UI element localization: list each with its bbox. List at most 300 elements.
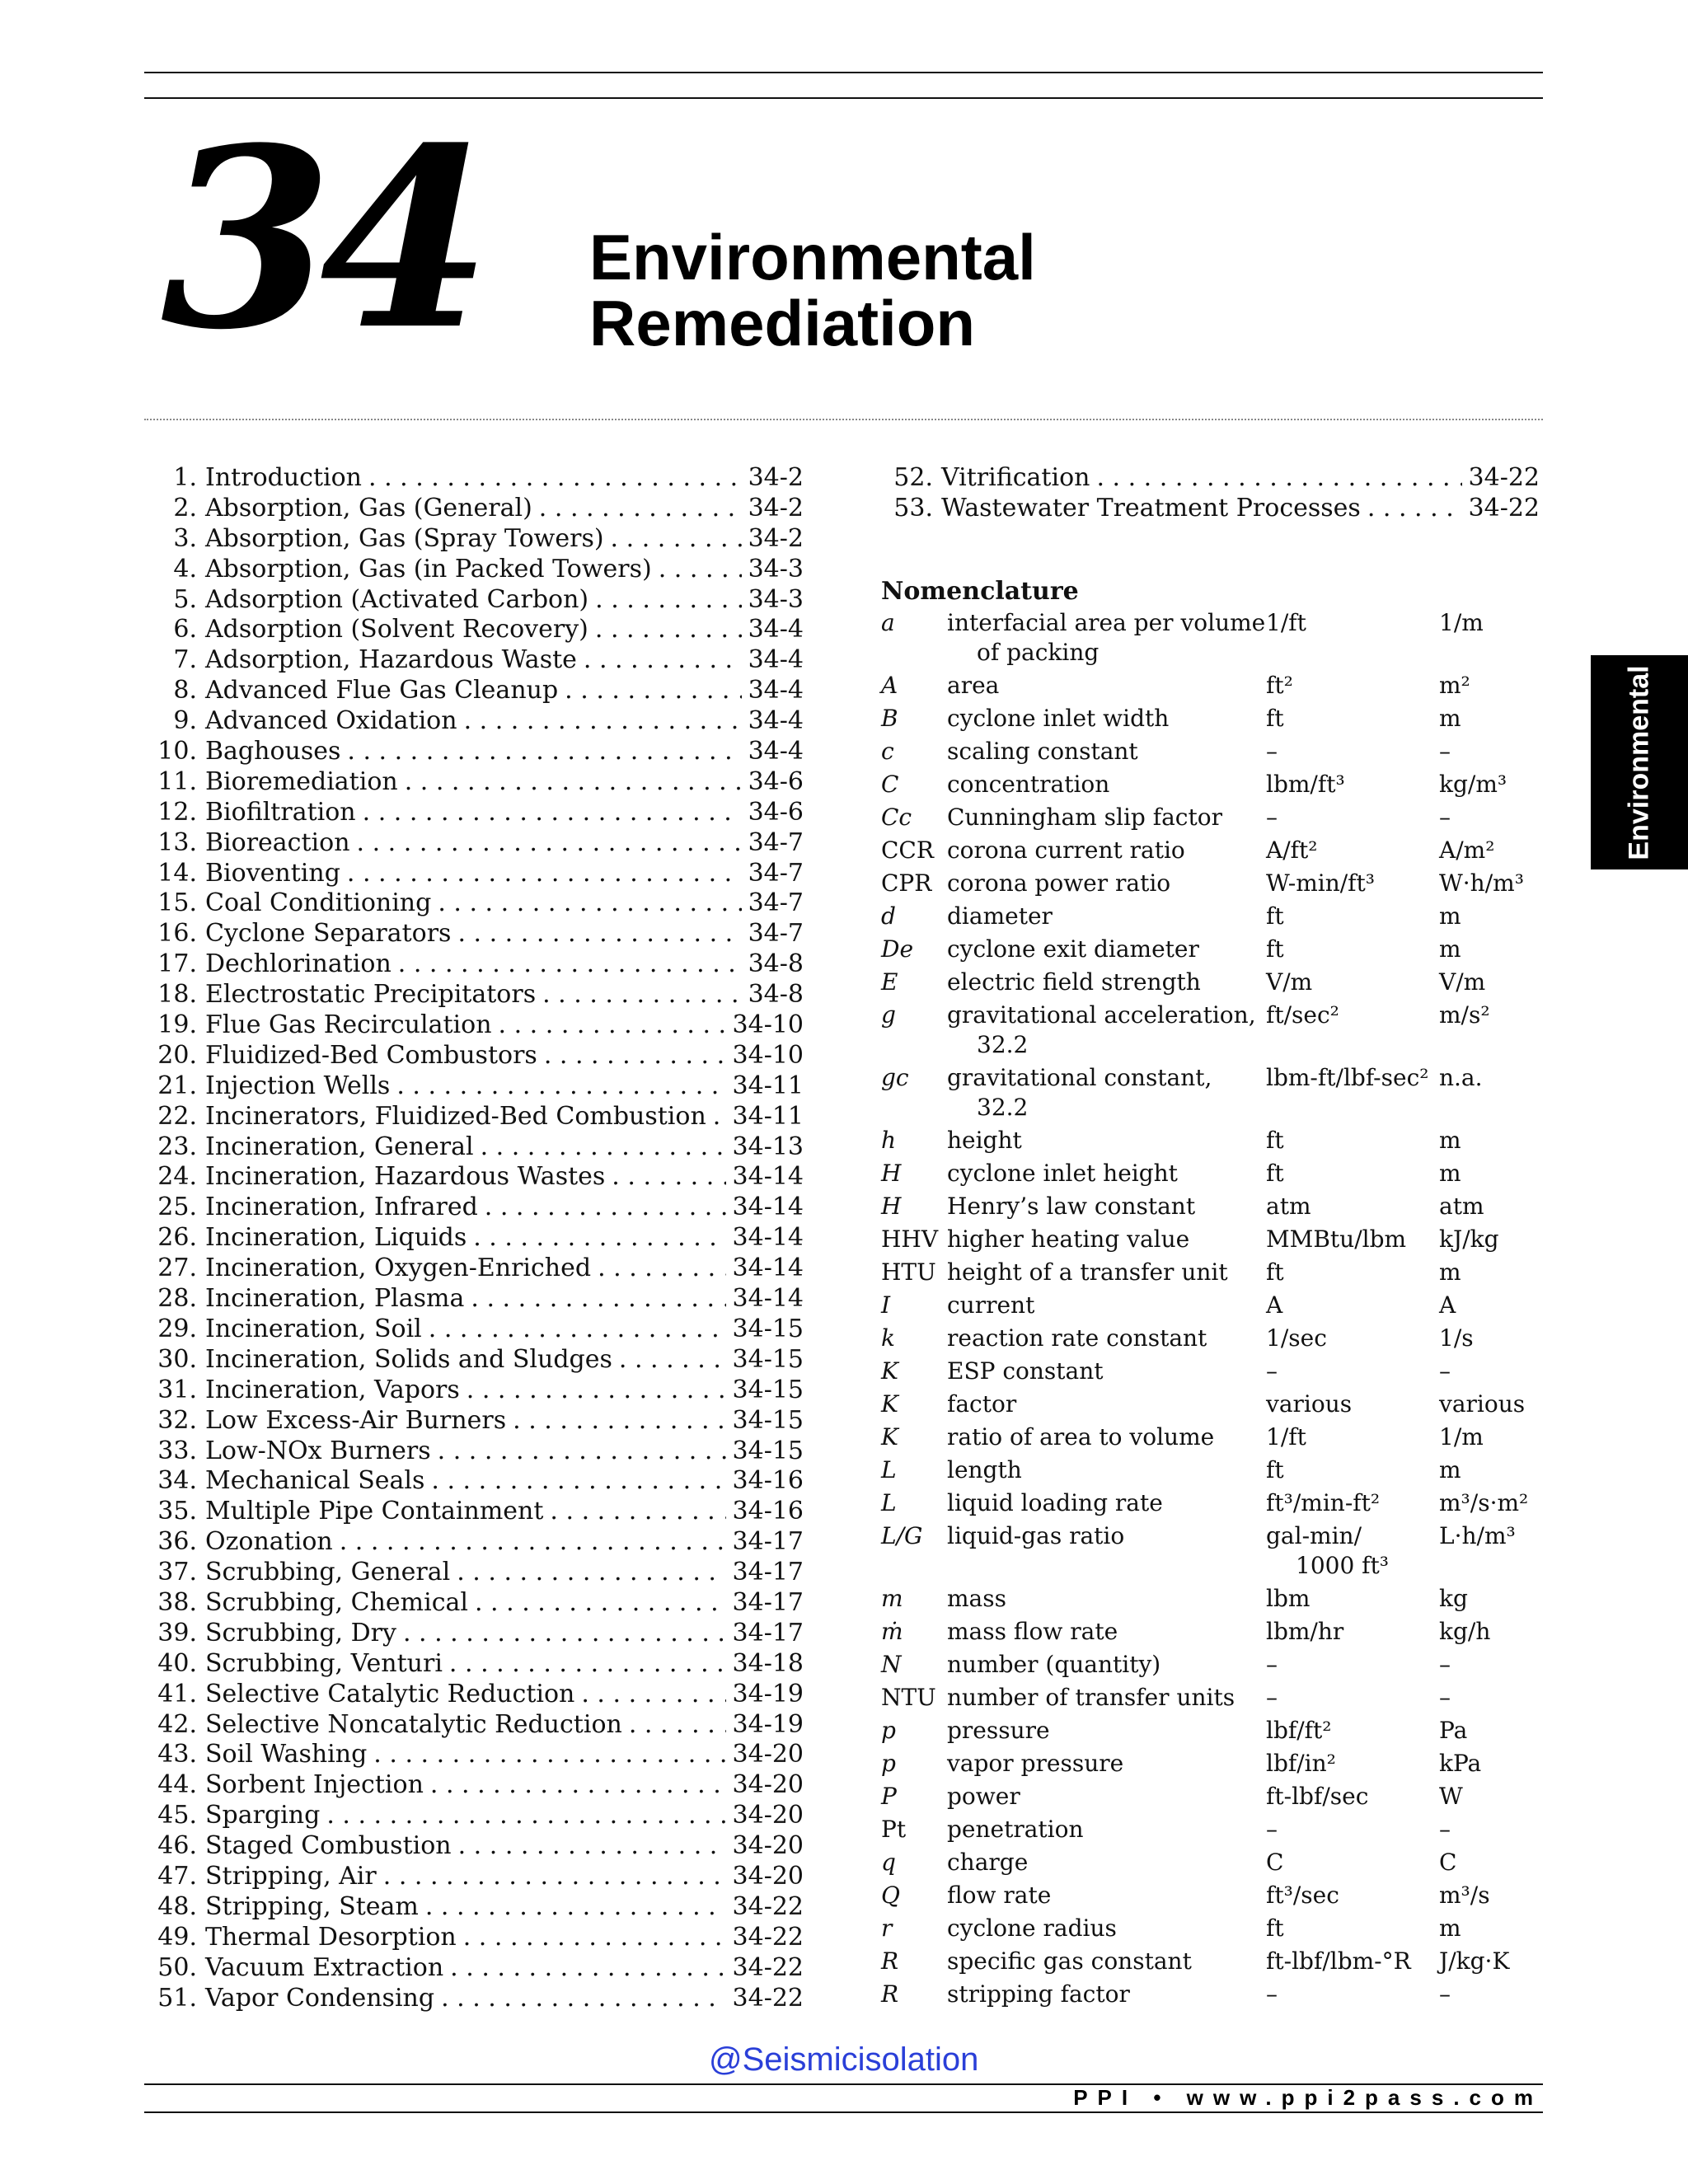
toc-entry	[144, 1558, 804, 1588]
nomenclature-definition	[947, 608, 1266, 668]
nomenclature-us-units	[1266, 1980, 1439, 2009]
nomenclature-us-units-text: ft	[1266, 1160, 1284, 1187]
toc-entry-page: 34-6	[748, 797, 804, 827]
nomenclature-us-units-text: atm	[1266, 1193, 1311, 1220]
nomenclature-definition-text: higher heating value	[947, 1226, 1190, 1253]
toc-entry	[144, 1588, 804, 1619]
nomenclature-row	[881, 1357, 1540, 1390]
toc-entry-number: 5.	[173, 584, 197, 614]
nomenclature-us-units	[1266, 869, 1439, 898]
nomenclature-symbol: d	[881, 902, 896, 930]
nomenclature-us-units	[1266, 1683, 1439, 1713]
toc-entry-title: Advanced Flue Gas Cleanup	[205, 676, 559, 705]
nomenclature-row	[881, 1815, 1540, 1848]
nomenclature-si-units: 1/m	[1439, 609, 1484, 636]
footer-url: PPI • www.ppi2pass.com	[1073, 2085, 1543, 2110]
nomenclature-definition-continued: 32.2	[977, 1094, 1029, 1121]
toc-leader-dots	[550, 1497, 725, 1527]
nomenclature-us-units	[1266, 1947, 1439, 1976]
toc-leader-dots	[464, 706, 742, 737]
toc-leader-dots	[659, 555, 742, 585]
toc-entry-number: 26.	[157, 1223, 197, 1253]
nomenclature-si-units: –	[1439, 1651, 1451, 1678]
nomenclature-symbol: gc	[881, 1064, 909, 1091]
nomenclature-si-units: kJ/kg	[1439, 1226, 1499, 1253]
toc-entry	[144, 1770, 804, 1801]
nomenclature-row	[881, 1848, 1540, 1881]
nomenclature-row	[881, 836, 1540, 869]
nomenclature-us-units	[1266, 1782, 1439, 1811]
nomenclature-heading: Nomenclature	[881, 577, 1079, 606]
nomenclature-symbol: c	[881, 738, 894, 765]
toc-entry-number: 34.	[157, 1466, 197, 1496]
nomenclature-us-units-text: MMBtu/lbm	[1266, 1226, 1407, 1253]
toc-entry-page: 34-10	[732, 1040, 804, 1070]
nomenclature-us-units	[1266, 1584, 1439, 1614]
toc-entry-number: 19.	[157, 1010, 197, 1040]
nomenclature-us-units-text: ft²	[1266, 672, 1293, 699]
toc-entry-number: 24.	[157, 1162, 197, 1192]
nomenclature-us-units	[1266, 1324, 1439, 1353]
toc-entry-page: 34-4	[748, 706, 804, 736]
nomenclature-definition-text: cyclone exit diameter	[947, 935, 1199, 963]
toc-entry-title: Wastewater Treatment Processes	[941, 493, 1361, 523]
nomenclature-symbol: CCR	[881, 837, 934, 864]
toc-entry	[144, 1831, 804, 1862]
nomenclature-si-units: m	[1439, 1456, 1461, 1483]
toc-entry	[144, 980, 804, 1010]
nomenclature-row	[881, 1225, 1540, 1258]
nomenclature-us-units-text: 1/sec	[1266, 1324, 1327, 1352]
nomenclature-definition-text: number (quantity)	[947, 1651, 1161, 1678]
nomenclature-row	[881, 935, 1540, 968]
nomenclature-definition	[947, 1258, 1266, 1287]
nomenclature-us-units-text: V/m	[1266, 968, 1313, 996]
toc-entry-page: 34-8	[748, 949, 804, 979]
toc-leader-dots	[438, 1436, 726, 1467]
toc-entry-title: Sparging	[205, 1801, 321, 1830]
nomenclature-us-units-text: –	[1266, 738, 1278, 765]
toc-entry	[144, 1862, 804, 1892]
nomenclature-symbol: h	[881, 1127, 897, 1154]
nomenclature-us-units	[1266, 1357, 1439, 1386]
nomenclature-us-units	[1266, 1749, 1439, 1779]
toc-leader-dots	[396, 1071, 725, 1102]
toc-entry	[144, 1619, 804, 1649]
nomenclature-definition-text: specific gas constant	[947, 1947, 1192, 1975]
toc-leader-dots	[471, 1284, 725, 1315]
nomenclature-us-units	[1266, 1716, 1439, 1746]
nomenclature-definition-continued: of packing	[977, 639, 1100, 666]
nomenclature-definition	[947, 1001, 1266, 1060]
nomenclature-definition	[947, 902, 1266, 931]
nomenclature-row	[881, 1617, 1540, 1650]
nomenclature-us-units-text: various	[1266, 1390, 1353, 1418]
toc-entry-number: 16.	[157, 919, 197, 949]
toc-leader-dots	[611, 524, 742, 555]
toc-entry-title: Electrostatic Precipitators	[205, 980, 537, 1010]
toc-entry-page: 34-20	[732, 1861, 804, 1891]
toc-leader-dots	[467, 1376, 726, 1406]
nomenclature-row	[881, 1390, 1540, 1422]
toc-entry-page: 34-4	[748, 737, 804, 766]
nomenclature-us-units	[1266, 803, 1439, 832]
toc-entry-page: 34-11	[732, 1071, 804, 1100]
nomenclature-definition	[947, 1324, 1266, 1353]
toc-leader-dots	[430, 1770, 726, 1801]
toc-entry-number: 10.	[157, 737, 197, 766]
nomenclature-row	[881, 1914, 1540, 1947]
toc-entry-title: Absorption, Gas (Spray Towers)	[205, 523, 604, 553]
nomenclature-symbol: K	[881, 1357, 898, 1385]
nomenclature-symbol: B	[881, 705, 898, 732]
toc-entry-title: Incineration, Plasma	[205, 1284, 465, 1314]
toc-entry-title: Stripping, Steam	[205, 1891, 419, 1921]
nomenclature-us-units-text: –	[1266, 1684, 1278, 1711]
nomenclature-definition-text: ratio of area to volume	[947, 1423, 1215, 1451]
toc-entry-page: 34-14	[732, 1193, 804, 1222]
nomenclature-row	[881, 1159, 1540, 1192]
toc-entry	[144, 919, 804, 949]
nomenclature-us-units	[1266, 1815, 1439, 1844]
toc-entry-title: Vacuum Extraction	[205, 1952, 444, 1982]
nomenclature-definition-text: height	[947, 1127, 1022, 1154]
nomenclature-definition-text: length	[947, 1456, 1022, 1483]
nomenclature-si-units: atm	[1439, 1193, 1484, 1220]
toc-leader-dots	[1367, 494, 1462, 524]
nomenclature-symbol: H	[881, 1193, 902, 1220]
nomenclature-si-units: m³/s·m²	[1439, 1489, 1529, 1516]
chapter-title-line2: Remediation	[589, 287, 976, 359]
nomenclature-si-units: kg/m³	[1439, 771, 1507, 798]
nomenclature-definition	[947, 770, 1266, 799]
nomenclature-us-units-continued: 1000 ft³	[1296, 1552, 1389, 1579]
toc-entry-number: 42.	[157, 1709, 197, 1739]
nomenclature-definition	[947, 869, 1266, 898]
toc-leader-dots	[326, 1801, 725, 1831]
nomenclature-row	[881, 704, 1540, 737]
toc-entry-number: 47.	[157, 1861, 197, 1891]
toc-entry-page: 34-22	[732, 1891, 804, 1921]
nomenclature-us-units	[1266, 1488, 1439, 1518]
toc-leader-dots	[473, 1223, 725, 1254]
nomenclature-definition	[947, 1980, 1266, 2009]
nomenclature-us-units	[1266, 836, 1439, 865]
nomenclature-us-units-text: –	[1266, 804, 1278, 831]
toc-entry-page: 34-11	[732, 1101, 804, 1131]
toc-entry-title: Biofiltration	[205, 797, 356, 827]
nomenclature-row	[881, 608, 1540, 671]
toc-entry-page: 34-17	[732, 1558, 804, 1587]
toc-entry-title: Soil Washing	[205, 1740, 368, 1769]
nomenclature-definition-text: scaling constant	[947, 738, 1138, 765]
nomenclature-si-units: L·h/m³	[1439, 1522, 1516, 1549]
toc-entry-number: 46.	[157, 1831, 197, 1861]
toc-entry-title: Bioremediation	[205, 766, 398, 796]
toc-entry-number: 20.	[157, 1040, 197, 1070]
nomenclature-definition	[947, 1617, 1266, 1647]
toc-entry-page: 34-16	[732, 1497, 804, 1526]
nomenclature-symbol: P	[881, 1783, 897, 1810]
nomenclature-si-units: kg	[1439, 1585, 1468, 1612]
nomenclature-us-units	[1266, 1126, 1439, 1155]
toc-entry	[144, 1406, 804, 1436]
nomenclature-definition-text: concentration	[947, 771, 1110, 798]
toc-entry-title: Adsorption, Hazardous Waste	[205, 645, 577, 675]
toc-entry	[144, 828, 804, 859]
nomenclature-definition	[947, 1357, 1266, 1386]
nomenclature-definition-text: number of transfer units	[947, 1684, 1236, 1711]
nomenclature-symbol: Q	[881, 1882, 900, 1909]
nomenclature-si-units: n.a.	[1439, 1064, 1483, 1091]
toc-leader-dots	[619, 1345, 726, 1376]
nomenclature-row	[881, 968, 1540, 1001]
nomenclature-definition-text: height of a transfer unit	[947, 1258, 1228, 1286]
nomenclature-us-units	[1266, 1521, 1439, 1581]
nomenclature-definition	[947, 1815, 1266, 1844]
nomenclature-us-units-text: 1/ft	[1266, 609, 1306, 636]
toc-entry-number: 37.	[157, 1558, 197, 1587]
nomenclature-us-units	[1266, 1001, 1439, 1030]
nomenclature-us-units	[1266, 770, 1439, 799]
nomenclature-si-units: m³/s	[1439, 1882, 1490, 1909]
toc-entry	[144, 1162, 804, 1193]
nomenclature-us-units-text: ft-lbf/lbm-°R	[1266, 1947, 1411, 1975]
toc-entry-page: 34-17	[732, 1618, 804, 1647]
nomenclature-row	[881, 1192, 1540, 1225]
nomenclature-definition-text: cyclone radius	[947, 1915, 1117, 1942]
nomenclature-symbol: HHV	[881, 1226, 939, 1253]
nomenclature-us-units-text: –	[1266, 1980, 1278, 2008]
toc-entry	[144, 1315, 804, 1345]
nomenclature-us-units-text: lbf/in²	[1266, 1750, 1336, 1777]
nomenclature-definition	[947, 1063, 1266, 1122]
nomenclature-definition	[947, 836, 1266, 865]
nomenclature-si-units: A	[1439, 1291, 1456, 1319]
nomenclature-row	[881, 1716, 1540, 1749]
toc-leader-dots	[581, 1680, 725, 1710]
nomenclature-definition	[947, 1192, 1266, 1221]
nomenclature-us-units-text: ft	[1266, 1456, 1284, 1483]
toc-entry-number: 33.	[157, 1436, 197, 1465]
toc-entry-title: Mechanical Seals	[205, 1466, 425, 1496]
toc-entry	[144, 706, 804, 737]
toc-leader-dots	[340, 1527, 726, 1558]
nomenclature-row	[881, 1782, 1540, 1815]
toc-entry-page: 34-14	[732, 1223, 804, 1253]
toc-entry-number: 23.	[157, 1132, 197, 1161]
toc-leader-dots	[441, 1984, 725, 2014]
toc-entry	[144, 1892, 804, 1923]
top-rule-1	[144, 72, 1543, 73]
toc-entry-title: Selective Catalytic Reduction	[205, 1679, 575, 1708]
nomenclature-row	[881, 1291, 1540, 1324]
toc-entry-number: 29.	[157, 1314, 197, 1343]
toc-entry-page: 34-15	[732, 1436, 804, 1465]
nomenclature-us-units	[1266, 1617, 1439, 1647]
toc-leader-dots	[458, 1831, 726, 1862]
toc-entry-title: Adsorption (Solvent Recovery)	[205, 615, 588, 644]
toc-entry-page: 34-20	[732, 1801, 804, 1830]
nomenclature-definition	[947, 1650, 1266, 1680]
toc-entry	[144, 1710, 804, 1741]
nomenclature-us-units-text: ft	[1266, 1258, 1284, 1286]
nomenclature-us-units-text: ft-lbf/sec	[1266, 1783, 1369, 1810]
toc-leader-dots	[457, 1558, 725, 1588]
toc-entry-number: 49.	[157, 1922, 197, 1952]
nomenclature-definition	[947, 1881, 1266, 1910]
toc-entry-page: 34-14	[732, 1284, 804, 1314]
toc-entry-number: 44.	[157, 1770, 197, 1800]
nomenclature-us-units-text: W-min/ft³	[1266, 869, 1376, 897]
toc-entry	[144, 859, 804, 889]
nomenclature-us-units-text: ft/sec²	[1266, 1001, 1339, 1029]
toc-leader-dots	[429, 1315, 726, 1345]
toc-entry	[144, 1010, 804, 1041]
nomenclature-row	[881, 1980, 1540, 2013]
toc-leader-dots	[347, 737, 741, 767]
toc-entry	[144, 888, 804, 919]
nomenclature-symbol: K	[881, 1423, 898, 1451]
toc-entry-title: Incineration, Oxygen-Enriched	[205, 1254, 592, 1283]
toc-entry-number: 17.	[157, 949, 197, 979]
toc-leader-dots	[485, 1193, 726, 1223]
nomenclature-definition-text: pressure	[947, 1717, 1050, 1744]
toc-leader-dots	[595, 585, 741, 616]
nomenclature-definition-text: interfacial area per volume	[947, 609, 1266, 636]
toc-entry-number: 48.	[157, 1891, 197, 1921]
nomenclature-definition-continued: 32.2	[977, 1031, 1029, 1058]
nomenclature-definition	[947, 737, 1266, 766]
toc-entry	[144, 1436, 804, 1467]
toc-entry-title: Adsorption (Activated Carbon)	[205, 584, 589, 614]
nomenclature-row	[881, 671, 1540, 704]
nomenclature-definition-text: ESP constant	[947, 1357, 1104, 1385]
nomenclature-definition-text: corona current ratio	[947, 837, 1185, 864]
nomenclature-definition	[947, 803, 1266, 832]
toc-entry	[144, 1497, 804, 1527]
toc-leader-dots	[431, 1466, 725, 1497]
toc-entry-number: 28.	[157, 1284, 197, 1314]
nomenclature-us-units	[1266, 1225, 1439, 1254]
toc-entry	[144, 1041, 804, 1071]
toc-entry-page: 34-7	[748, 919, 804, 949]
nomenclature-definition	[947, 1422, 1266, 1452]
toc-entry-number: 50.	[157, 1952, 197, 1982]
nomenclature-symbol: q	[881, 1849, 896, 1876]
toc-entry-page: 34-17	[732, 1527, 804, 1557]
toc-leader-dots	[499, 1010, 726, 1041]
nomenclature-row	[881, 1881, 1540, 1914]
toc-leader-dots	[450, 1953, 725, 1984]
nomenclature-si-units: –	[1439, 1816, 1451, 1843]
toc-entry-title: Absorption, Gas (General)	[205, 493, 532, 523]
toc-entry-page: 34-2	[748, 523, 804, 553]
nomenclature-row	[881, 1324, 1540, 1357]
nomenclature-symbol: a	[881, 609, 895, 636]
nomenclature-definition	[947, 1159, 1266, 1188]
nomenclature-us-units	[1266, 671, 1439, 701]
nomenclature-us-units-text: A	[1266, 1291, 1283, 1319]
toc-entry-page: 34-3	[748, 554, 804, 583]
toc-entry-number: 11.	[157, 766, 197, 796]
nomenclature-definition-text: electric field strength	[947, 968, 1201, 996]
toc-entry-number: 30.	[157, 1344, 197, 1374]
nomenclature-si-units: W·h/m³	[1439, 869, 1524, 897]
toc-entry-number: 40.	[157, 1648, 197, 1678]
toc-entry-number: 25.	[157, 1193, 197, 1222]
toc-entry-page: 34-19	[732, 1709, 804, 1739]
toc-entry	[144, 1284, 804, 1315]
toc-entry-title: Stripping, Air	[205, 1861, 377, 1891]
nomenclature-us-units	[1266, 1848, 1439, 1877]
nomenclature-definition	[947, 1914, 1266, 1943]
nomenclature-symbol: E	[881, 968, 898, 996]
nomenclature-si-units: m	[1439, 705, 1461, 732]
toc-entry-page: 34-15	[732, 1405, 804, 1435]
nomenclature-row	[881, 869, 1540, 902]
nomenclature-si-units: C	[1439, 1849, 1457, 1876]
toc-entry	[144, 1740, 804, 1770]
nomenclature-symbol: Pt	[881, 1816, 907, 1843]
toc-leader-dots	[357, 828, 742, 859]
nomenclature-si-units: Pa	[1439, 1717, 1468, 1744]
nomenclature-us-units	[1266, 968, 1439, 997]
toc-entry-number: 45.	[157, 1801, 197, 1830]
nomenclature-us-units-text: lbm-ft/lbf-sec²	[1266, 1064, 1429, 1091]
nomenclature-symbol: I	[881, 1291, 891, 1319]
toc-leader-dots	[373, 1740, 725, 1770]
toc-entry-number: 43.	[157, 1740, 197, 1769]
toc-leader-dots	[457, 919, 741, 949]
toc-entry-number: 31.	[157, 1375, 197, 1404]
nomenclature-definition-text: liquid-gas ratio	[947, 1522, 1125, 1549]
toc-entry-page: 34-7	[748, 858, 804, 888]
nomenclature-definition	[947, 1291, 1266, 1320]
nomenclature-symbol: K	[881, 1390, 898, 1418]
toc-leader-dots	[713, 1102, 726, 1132]
toc-leader-dots	[463, 1923, 726, 1953]
toc-entry-page: 34-6	[748, 766, 804, 796]
nomenclature-definition-text: vapor pressure	[947, 1750, 1124, 1777]
nomenclature-us-units	[1266, 1063, 1439, 1093]
nomenclature-us-units-text: lbf/ft²	[1266, 1717, 1332, 1744]
nomenclature-us-units	[1266, 737, 1439, 766]
toc-entry-number: 3.	[173, 523, 197, 553]
toc-entry	[874, 463, 1540, 494]
toc-entry-title: Low Excess-Air Burners	[205, 1405, 507, 1435]
toc-entry	[144, 463, 804, 494]
table-of-contents-left	[144, 463, 804, 2013]
nomenclature-definition-text: power	[947, 1783, 1020, 1810]
toc-entry	[144, 1466, 804, 1497]
toc-entry-number: 36.	[157, 1527, 197, 1557]
nomenclature-symbol: k	[881, 1324, 895, 1352]
toc-entry	[144, 1345, 804, 1376]
nomenclature-symbol: p	[881, 1750, 896, 1777]
toc-entry	[144, 1102, 804, 1132]
nomenclature-definition-text: cyclone inlet height	[947, 1160, 1178, 1187]
nomenclature-si-units: 1/s	[1439, 1324, 1474, 1352]
nomenclature-symbol: L/G	[881, 1522, 923, 1549]
nomenclature-definition-text: penetration	[947, 1816, 1084, 1843]
toc-entry-page: 34-22	[732, 1922, 804, 1952]
toc-entry-title: Incineration, Vapors	[205, 1375, 460, 1404]
nomenclature-si-units: W	[1439, 1783, 1463, 1810]
nomenclature-definition-text: area	[947, 672, 1000, 699]
toc-leader-dots	[584, 645, 742, 676]
toc-entry	[144, 1254, 804, 1284]
